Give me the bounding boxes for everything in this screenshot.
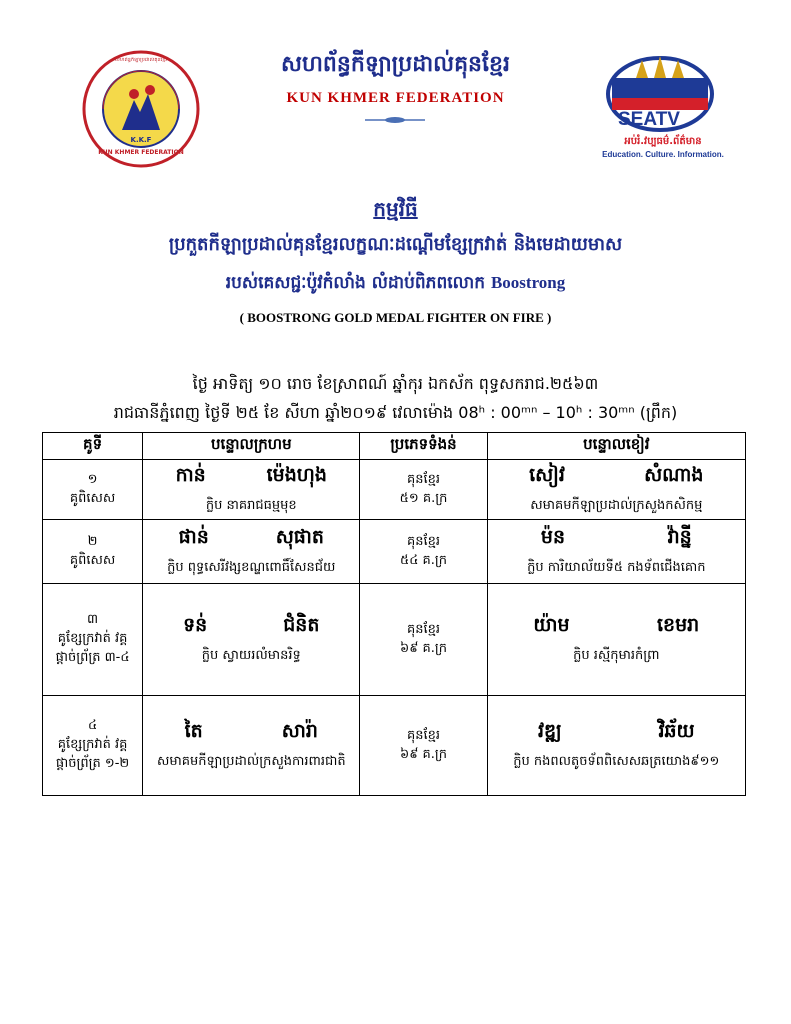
bout-label: គូខ្សែក្រវាត់ វគ្គផ្ដាច់ព្រ័ត្រ ១-២ (55, 737, 130, 771)
federation-khmer-name: សហព័ន្ធកីឡាប្រដាល់គុនខ្មែរ (281, 52, 510, 77)
red-club: ក្លិប ពុទ្ធសេរីវង្សខណ្ឌពោធិ៍សែនជ័យ (167, 560, 336, 575)
bout-cell (43, 460, 143, 520)
venue-date-time-line: រាជធានីភ្នំពេញ ថ្ងៃទី ២៥ ខែ សីហា ឆ្នាំ២០១៩ វេលាម៉ោង 08ʰ : 00ᵐⁿ – 10ʰ : 30ᵐⁿ (ព្រឹក) (113, 403, 678, 422)
blue-first-name: វឌ្ឍ (537, 720, 562, 742)
fight-style: គុនខ្មែរ (407, 471, 441, 487)
table-row (43, 520, 746, 584)
bout-number: ២ (87, 533, 98, 549)
blue-last-name: ខេមរា (657, 614, 700, 636)
red-last-name: ម៉េងហុង (266, 464, 327, 486)
seatv-english-slogan: Education. Culture. Information. (602, 150, 724, 159)
fight-style: គុនខ្មែរ (407, 621, 441, 637)
weight-class: ៥៤ គ.ក្រ (399, 552, 448, 568)
red-first-name: ទន់ (183, 614, 208, 636)
bout-label: គូពិសេស (69, 552, 116, 568)
weight-class: ៦៩ គ.ក្រ (399, 746, 448, 762)
bout-label: គូពិសេស (69, 490, 116, 506)
bout-number: ៤ (87, 718, 98, 733)
blue-first-name: ម៉ន (540, 526, 566, 548)
program-title: កម្មវិធី (373, 197, 418, 221)
kkf-logo-ring-text: សហព័ន្ធកីឡាប្រដាល់គុនខ្មែរ (114, 57, 168, 63)
red-last-name: សារ៉ា (281, 720, 318, 742)
blue-fighter-cell (487, 520, 745, 584)
bout-number: ១ (87, 471, 98, 487)
kkf-logo-center-text: K.K.F (130, 136, 152, 144)
bout-label: គូខ្សែក្រវាត់ វគ្គផ្ដាច់ព្រ័ត្រ ៣-៤ (55, 631, 130, 665)
seatv-logo-icon (598, 52, 728, 164)
program-subtitle-2-khmer: របស់គេសជ្ជៈប៉ូវកំលាំង លំដាប់ពិភពលោក (225, 273, 486, 293)
blue-club: ក្លិប ការិយាល័យទី៥ កងទ័ពជើងគោក (527, 560, 706, 575)
blue-first-name: សៀវ (529, 464, 565, 486)
blue-last-name: វិឆ័យ (658, 720, 695, 742)
red-fighter-cell (143, 520, 360, 584)
bout-number: ៣ (87, 612, 99, 627)
red-fighter-cell (143, 696, 360, 796)
red-club: ក្លិប នាគរាជធម្មមុខ (205, 498, 297, 513)
bout-cell (43, 696, 143, 796)
kkf-logo-bottom-text: KUN KHMER FEDERATION (98, 149, 184, 156)
red-first-name: ផាន់ (178, 526, 209, 548)
header-red-corner: បន្ទោលក្រហម (143, 433, 360, 460)
bout-cell (43, 520, 143, 584)
header-weight-class: ប្រភេទទំងន់ (360, 433, 487, 460)
bout-cell (43, 584, 143, 696)
blue-club: សមាគមកីឡាប្រដាល់ក្រសួងកសិកម្ម (530, 498, 703, 513)
lunar-date-line: ថ្ងៃ អាទិត្យ ១០ រោច ខែស្រាពណ៍ ឆ្នាំកុរ ឯកស័ក ពុទ្ធសករាជ.២៥៦៣ (192, 374, 599, 393)
weight-class: ៥១ គ.ក្រ (399, 490, 448, 506)
header-bout-number: គូទី (43, 433, 143, 460)
blue-first-name: យ៉ាម (533, 614, 570, 636)
program-subtitle-2 (0, 272, 791, 297)
blue-club: ក្លិប កងពលតូចទ័ពពិសេសឆត្រយោង៩១១ (513, 754, 720, 769)
program-subtitle-2-latin: Boostrong (490, 273, 566, 292)
header-blue-corner: បន្ទោលខៀវ (487, 433, 745, 460)
weight-cell (360, 460, 487, 520)
fight-style: គុនខ្មែរ (407, 533, 441, 549)
weight-class: ៦៩ គ.ក្រ (399, 640, 448, 656)
blue-fighter-cell (487, 696, 745, 796)
red-club: ក្លិប ស្វាយរលំមានរិទ្ធ (201, 648, 301, 663)
red-club: សមាគមកីឡាប្រដាល់ក្រសួងការពារជាតិ (156, 754, 346, 769)
table-row (43, 696, 746, 796)
red-first-name: កាន់ (175, 464, 206, 486)
red-fighter-cell (143, 584, 360, 696)
weight-cell (360, 520, 487, 584)
weight-cell (360, 696, 487, 796)
table-row (43, 460, 746, 520)
red-last-name: ជំនិត (283, 614, 320, 636)
blue-fighter-cell (487, 584, 745, 696)
seatv-khmer-slogan: អប់រំ.វប្បធម៌.ព័ត៌មាន (624, 136, 702, 147)
table-row (43, 584, 746, 696)
blue-last-name: សំណាង (644, 464, 704, 486)
fight-style: គុនខ្មែរ (407, 727, 441, 743)
program-subtitle-1: ប្រកួតកីឡាប្រដាល់គុនខ្មែរលក្ខណៈដណ្ដើមខ្សែក្រវាត់ និងមេដាយមាស (168, 234, 623, 255)
table-header-row (43, 433, 746, 460)
program-english-subtitle: ( BOOSTRONG GOLD MEDAL FIGHTER ON FIRE ) (239, 310, 552, 325)
red-first-name: តៃ (184, 720, 203, 742)
red-last-name: សុផាត (275, 526, 324, 548)
federation-english-name: KUN KHMER FEDERATION (286, 90, 505, 106)
blue-fighter-cell (487, 460, 745, 520)
red-fighter-cell (143, 460, 360, 520)
blue-club: ក្លិប រស្មីកុមារកំព្រា (573, 648, 660, 663)
header-ornament-icon (363, 116, 427, 124)
seatv-logo-name: SEATV (618, 109, 680, 130)
bout-table (42, 432, 746, 796)
weight-cell (360, 584, 487, 696)
blue-last-name: វ៉ាន្នី (667, 526, 692, 548)
